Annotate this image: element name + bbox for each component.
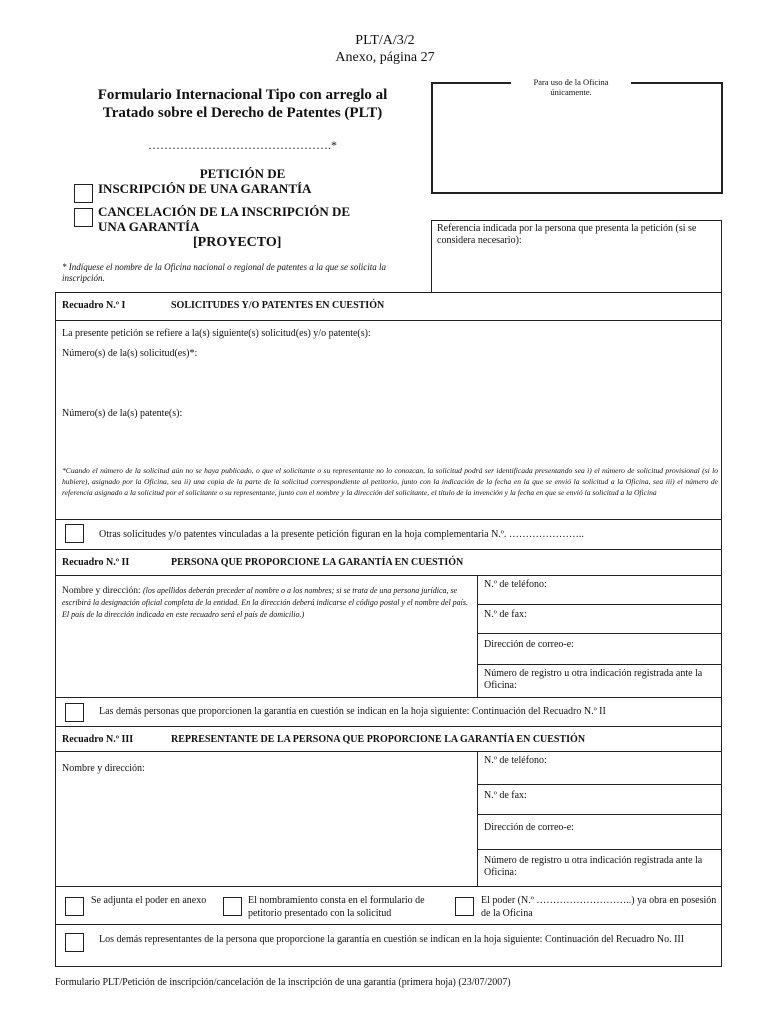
box-ii-name-area[interactable] [62, 585, 472, 621]
cancellation-label-line2: UNA GARANTÍA [98, 219, 200, 234]
box-iii-divider-1 [477, 784, 722, 785]
other-applications-label: Otras solicitudes y/o patentes vinculadas a la presente petición figuran en la hoja complementaria N.º. ………………….. [99, 529, 584, 540]
office-use-label-line2: únicamente. [550, 87, 592, 97]
office-name-field[interactable]: ……………………………………….* [148, 138, 337, 152]
box-i-number: Recuadro N.º I [62, 300, 126, 311]
box-i-intro: La presente petición se refiere a la(s) siguiente(s) solicitud(es) y/o patente(s): [62, 328, 371, 339]
form-title-line1: Formulario Internacional Tipo con arreglo al [97, 87, 388, 103]
box-iii-number: Recuadro N.º III [62, 734, 134, 745]
appointment-checkbox[interactable] [223, 897, 242, 916]
box-iii-title: REPRESENTANTE DE LA PERSONA QUE PROPORCIONE LA GARANTÍA EN CUESTIÓN [171, 734, 586, 745]
box-ii-name-note: (los apellidos deberán preceder al nombre o a los nombres; si se trata de una persona jurídica, se escribirá la designación oficial completa de la entidad. En la dirección deberá indicarse el código postal y el nombre del país. El país de la dirección indicada en este recuadro será el país de domicilio.) [62, 586, 468, 619]
box-ii-header-divider [55, 575, 722, 576]
reference-label: Referencia indicada por la persona que presenta la petición (si se considera necesario): [437, 223, 697, 246]
box-iii-column-divider [477, 751, 478, 887]
box-ii-fax-label: N.º de fax: [484, 609, 527, 620]
other-applications-checkbox[interactable] [65, 524, 84, 543]
patents-label: Número(s) de la(s) patente(s): [62, 408, 183, 419]
box-ii-others-label: Las demás personas que proporcionen la garantía en cuestión se indican en la hoja siguiente: Continuación del Recuadro N.º II [99, 706, 606, 717]
box-ii-divider-2 [477, 633, 722, 634]
box-iii-divider-3 [477, 849, 722, 850]
draft-label: [PROYECTO] [193, 235, 282, 250]
box-i-header-divider [55, 320, 722, 321]
box-ii-title: PERSONA QUE PROPORCIONE LA GARANTÍA EN CUESTIÓN [171, 557, 464, 568]
box-iii-divider-2 [477, 814, 722, 815]
box-ii-divider-1 [477, 604, 722, 605]
cancellation-label-line1: CANCELACIÓN DE LA INSCRIPCIÓN DE [98, 204, 351, 219]
registration-checkbox[interactable] [74, 184, 93, 203]
office-use-label [511, 77, 631, 97]
box-ii-email-label: Dirección de correo-e: [484, 639, 574, 650]
box-ii-number: Recuadro N.º II [62, 557, 130, 568]
box-ii-registration-label: Número de registro u otra indicación registrada ante la Oficina: [484, 668, 703, 691]
power-attached-label: Se adjunta el poder en anexo [91, 895, 207, 906]
power-held-checkbox[interactable] [455, 897, 474, 916]
box-iii-name-label: Nombre y dirección: [62, 763, 145, 774]
box-ii-column-divider [477, 575, 478, 698]
page-footer: Formulario PLT/Petición de inscripción/cancelación de la inscripción de una garantía (primera hoja) (23/07/2007) [55, 977, 511, 988]
petition-of: PETICIÓN DE [199, 166, 286, 181]
power-held-label: El poder (N.º ………………………..) ya obra en posesión de la Oficina [481, 895, 717, 919]
applications-label: Número(s) de la(s) solicitud(es)*: [62, 348, 198, 359]
box-i-title: SOLICITUDES Y/O PATENTES EN CUESTIÓN [171, 300, 385, 311]
patents-field[interactable] [62, 422, 712, 462]
cancellation-checkbox[interactable] [74, 208, 93, 227]
box-iii-header-divider [55, 751, 722, 752]
office-use-box [431, 82, 723, 194]
box-iii-fax-label: N.º de fax: [484, 790, 527, 801]
appointment-label: El nombramiento consta en el formulario de petitorio presentado con la solicitud [248, 895, 425, 919]
document-code: PLT/A/3/2 [355, 33, 415, 48]
annex-page: Anexo, página 27 [335, 50, 435, 65]
box-iii-name-field[interactable] [62, 778, 472, 878]
form-title [55, 86, 430, 122]
cancellation-label [98, 204, 350, 234]
box-iii-others-row [55, 925, 722, 967]
box-ii-divider-3 [477, 664, 722, 665]
box-i-note: *Cuando el número de la solicitud aún no se haya publicado, o que el solicitante o su representante no lo conozcan, la solicitud podrá ser identificada presentando sea i) el número de solicitud provisional (si lo hubiere), asignado por la Oficina, sea ii) una copia de la parte de la solicitud correspondiente al petitorio, junto con la indicación de la fecha en la que se envió la solicitud a la Oficina, sea iii) el número de referencia asignado a la solicitud por el solicitante o su representante, junto con el nombre y la dirección del solicitante, el título de la invención y la fecha en que se envió la solicitud a la Oficina [62, 466, 718, 497]
box-ii-others-checkbox[interactable] [65, 703, 84, 722]
form-title-line2: Tratado sobre el Derecho de Patentes (PLT) [102, 105, 383, 121]
box-iii-others-checkbox[interactable] [65, 933, 84, 952]
office-use-label-line1: Para uso de la Oficina [533, 77, 609, 87]
box-iii-phone-label: N.º de teléfono: [484, 755, 547, 766]
office-footnote: * Indíquese el nombre de la Oficina nacional o regional de patentes a la que se solicita la inscripción. [62, 262, 387, 283]
power-attached-checkbox[interactable] [65, 897, 84, 916]
box-ii-name-label: Nombre y dirección: [62, 586, 141, 596]
applications-field[interactable] [62, 362, 712, 400]
box-ii-phone-label: N.º de teléfono: [484, 579, 547, 590]
registration-label: INSCRIPCIÓN DE UNA GARANTÍA [98, 181, 312, 196]
box-iii-registration-label: Número de registro u otra indicación registrada ante la Oficina: [484, 855, 703, 878]
box-iii-email-label: Dirección de correo-e: [484, 822, 574, 833]
box-iii-others-label: Los demás representantes de la persona que proporcione la garantía en cuestión se indican en la hoja siguiente: Continuación del Recuadro No. III [99, 934, 685, 945]
